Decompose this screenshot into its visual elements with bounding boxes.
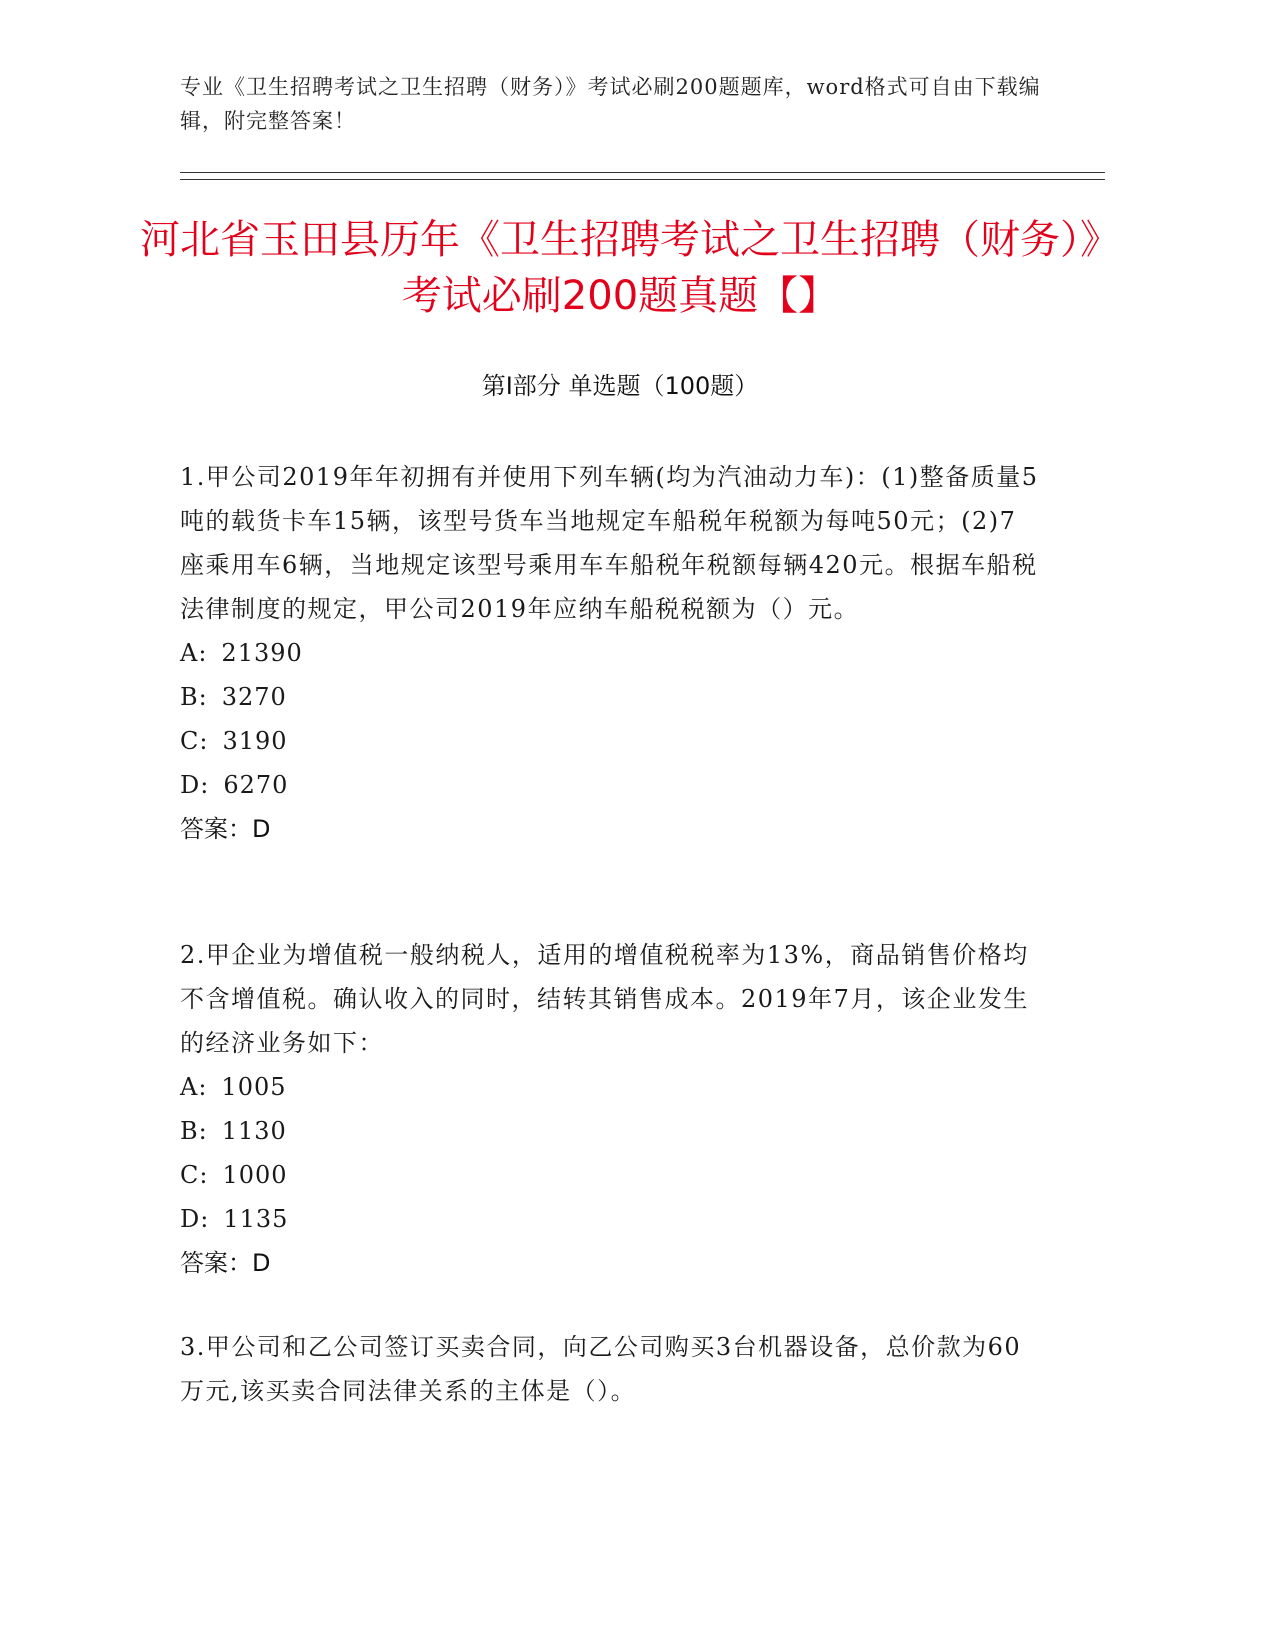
- document-intro: 专业《卫生招聘考试之卫生招聘（财务）》考试必刷200题题库，word格式可自由下载编辑，附完整答案！: [180, 75, 1041, 133]
- question-2-answer: 答案：D: [180, 1249, 271, 1277]
- option-c: [180, 719, 1040, 763]
- option-a: [180, 1065, 1040, 1109]
- option-letter: A:: [180, 1073, 208, 1101]
- question-3: [180, 1325, 1040, 1413]
- option-value: 1130: [221, 1117, 287, 1145]
- option-b: [180, 675, 1040, 719]
- document-title: 河北省玉田县历年《卫生招聘考试之卫生招聘（财务）》考试必刷200题真题【】: [140, 217, 1100, 319]
- option-value: 1005: [221, 1073, 287, 1101]
- option-letter: D:: [180, 1205, 210, 1233]
- question-2-stem: 2.甲企业为增值税一般纳税人，适用的增值税税率为13%，商品销售价格均不含增值税。确认收入的同时，结转其销售成本。2019年7月，该企业发生的经济业务如下：: [180, 941, 1029, 1057]
- option-value: 3190: [222, 727, 288, 755]
- option-c: [180, 1153, 1040, 1197]
- header-divider-top: [180, 172, 1105, 173]
- option-d: [180, 1197, 1040, 1241]
- option-value: 1000: [222, 1161, 288, 1189]
- option-value: 21390: [221, 639, 303, 667]
- option-letter: A:: [180, 639, 208, 667]
- question-1: [180, 455, 1040, 851]
- section-heading: 第Ⅰ部分 单选题（100题）: [481, 372, 759, 400]
- option-letter: D:: [180, 771, 210, 799]
- header-divider-bottom: [180, 179, 1105, 180]
- question-3-stem: 3.甲公司和乙公司签订买卖合同，向乙公司购买3台机器设备，总价款为60万元,该买卖合同法律关系的主体是（）。: [180, 1333, 1022, 1405]
- question-1-options: [180, 631, 1040, 807]
- question-1-answer: 答案：D: [180, 815, 271, 843]
- question-2-options: [180, 1065, 1040, 1241]
- option-value: 6270: [223, 771, 289, 799]
- question-2: [180, 933, 1040, 1285]
- option-letter: C:: [180, 1161, 209, 1189]
- option-a: [180, 631, 1040, 675]
- option-letter: B:: [180, 1117, 208, 1145]
- option-letter: B:: [180, 683, 208, 711]
- option-value: 3270: [221, 683, 287, 711]
- option-letter: C:: [180, 727, 209, 755]
- option-d: [180, 763, 1040, 807]
- option-b: [180, 1109, 1040, 1153]
- option-value: 1135: [223, 1205, 289, 1233]
- question-1-stem: 1.甲公司2019年年初拥有并使用下列车辆(均为汽油动力车)：(1)整备质量5吨的载货卡车15辆，该型号货车当地规定车船税年税额为每吨50元；(2)7座乘用车6辆，当地规定该型号乘用车车船税年税额每辆420元。根据车船税法律制度的规定，甲公司2019年应纳车船税税额为（）元。: [180, 463, 1039, 623]
